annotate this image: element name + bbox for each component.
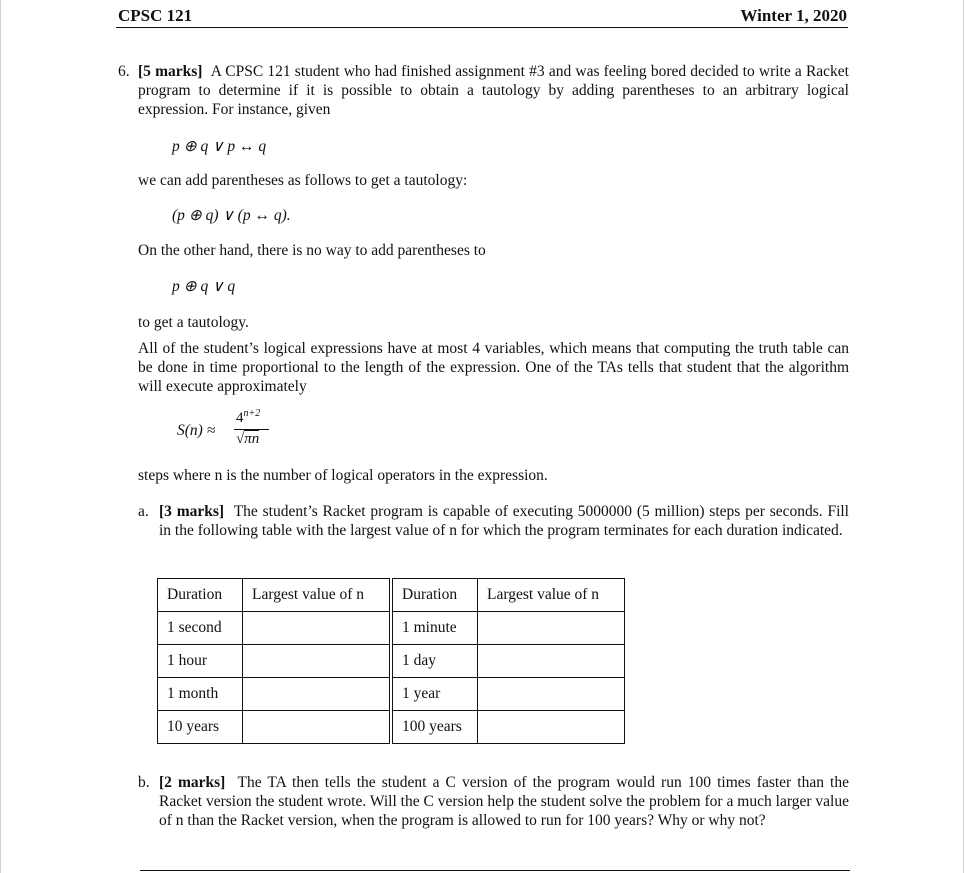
radical-sign: √ [236, 431, 245, 447]
answer-cell [478, 711, 625, 744]
duration-cell: 1 year [391, 678, 478, 711]
duration-cell: 100 years [391, 711, 478, 744]
duration-cell: 1 second [158, 612, 243, 645]
part-a-label: a. [138, 503, 149, 520]
answer-cell [243, 678, 392, 711]
answer-cell [478, 612, 625, 645]
formula-denominator [236, 431, 259, 448]
question-marks: [5 marks] [138, 63, 203, 80]
formula-lhs: S(n) ≈ [177, 422, 216, 439]
formula-exponent: n+2 [243, 408, 261, 419]
question-number: 6. [118, 63, 130, 80]
expression-1: p ⊕ q ∨ p ↔ q [172, 138, 267, 155]
table-header-cell: Largest value of n [243, 579, 392, 612]
answer-cell [243, 612, 392, 645]
part-b-marks: [2 marks] [159, 774, 226, 791]
part-b-text [159, 773, 849, 830]
paragraph-parentheses: we can add parentheses as follows to get a tautology: [138, 172, 468, 189]
table-header-cell: Duration [158, 579, 243, 612]
table-row [158, 645, 625, 678]
expression-3: p ⊕ q ∨ q [172, 278, 236, 295]
answer-cell [243, 711, 392, 744]
term-label: Winter 1, 2020 [740, 6, 847, 25]
part-b-body: The TA then tells the student a C version of the program would run 100 times faster than the Racket version the student wrote. Will the C version help the student solve the problem for a much larger value of n than the Racket version, when the program is allowed to run for 100 years? Why or why not? [159, 774, 849, 829]
part-a-marks: [3 marks] [159, 503, 225, 520]
paragraph-tautology: to get a tautology. [138, 314, 249, 331]
table-row [158, 612, 625, 645]
answer-cell [478, 678, 625, 711]
answer-cell [243, 645, 392, 678]
expression-2: (p ⊕ q) ∨ (p ↔ q). [172, 207, 291, 224]
part-a-body: The student’s Racket program is capable of executing 5000000 (5 million) steps per seconds. Fill in the following table with the largest value of n for which the program terminates for each duration indicated. [159, 503, 849, 539]
part-b-label: b. [138, 774, 150, 791]
table-row [158, 711, 625, 744]
page-left-edge [0, 0, 1, 873]
table-row [158, 678, 625, 711]
answer-cell [478, 645, 625, 678]
duration-cell: 1 minute [391, 612, 478, 645]
question-intro-text: A CPSC 121 student who had finished assignment #3 and was feeling bored decided to write a Racket program to determine if it is possible to obtain a tautology by adding parentheses to an arbitrary logical expression. For instance, given [138, 63, 849, 118]
duration-cell: 1 hour [158, 645, 243, 678]
formula-numerator [236, 408, 260, 427]
course-title: CPSC 121 [118, 6, 193, 25]
duration-cell: 1 month [158, 678, 243, 711]
page-right-edge [963, 0, 964, 873]
radicand: πn [244, 431, 260, 447]
table-header-cell: Largest value of n [478, 579, 625, 612]
part-a-text [159, 502, 849, 540]
answer-table [157, 578, 625, 744]
bottom-rule [140, 870, 850, 871]
formula-base: 4 [236, 410, 244, 426]
table-header-cell: Duration [391, 579, 478, 612]
duration-cell: 1 day [391, 645, 478, 678]
table-header-row [158, 579, 625, 612]
paragraph-other-hand: On the other hand, there is no way to add parentheses to [138, 242, 486, 259]
paragraph-algorithm: All of the student’s logical expressions have at most 4 variables, which means that computing the truth table can be done in time proportional to the length of the expression. One of the TAs tells that student that the algorithm will execute approximately [138, 340, 849, 395]
question-intro [138, 62, 849, 119]
paragraph-steps: steps where n is the number of logical operators in the expression. [138, 467, 548, 484]
page-header [116, 3, 848, 28]
duration-cell: 10 years [158, 711, 243, 744]
